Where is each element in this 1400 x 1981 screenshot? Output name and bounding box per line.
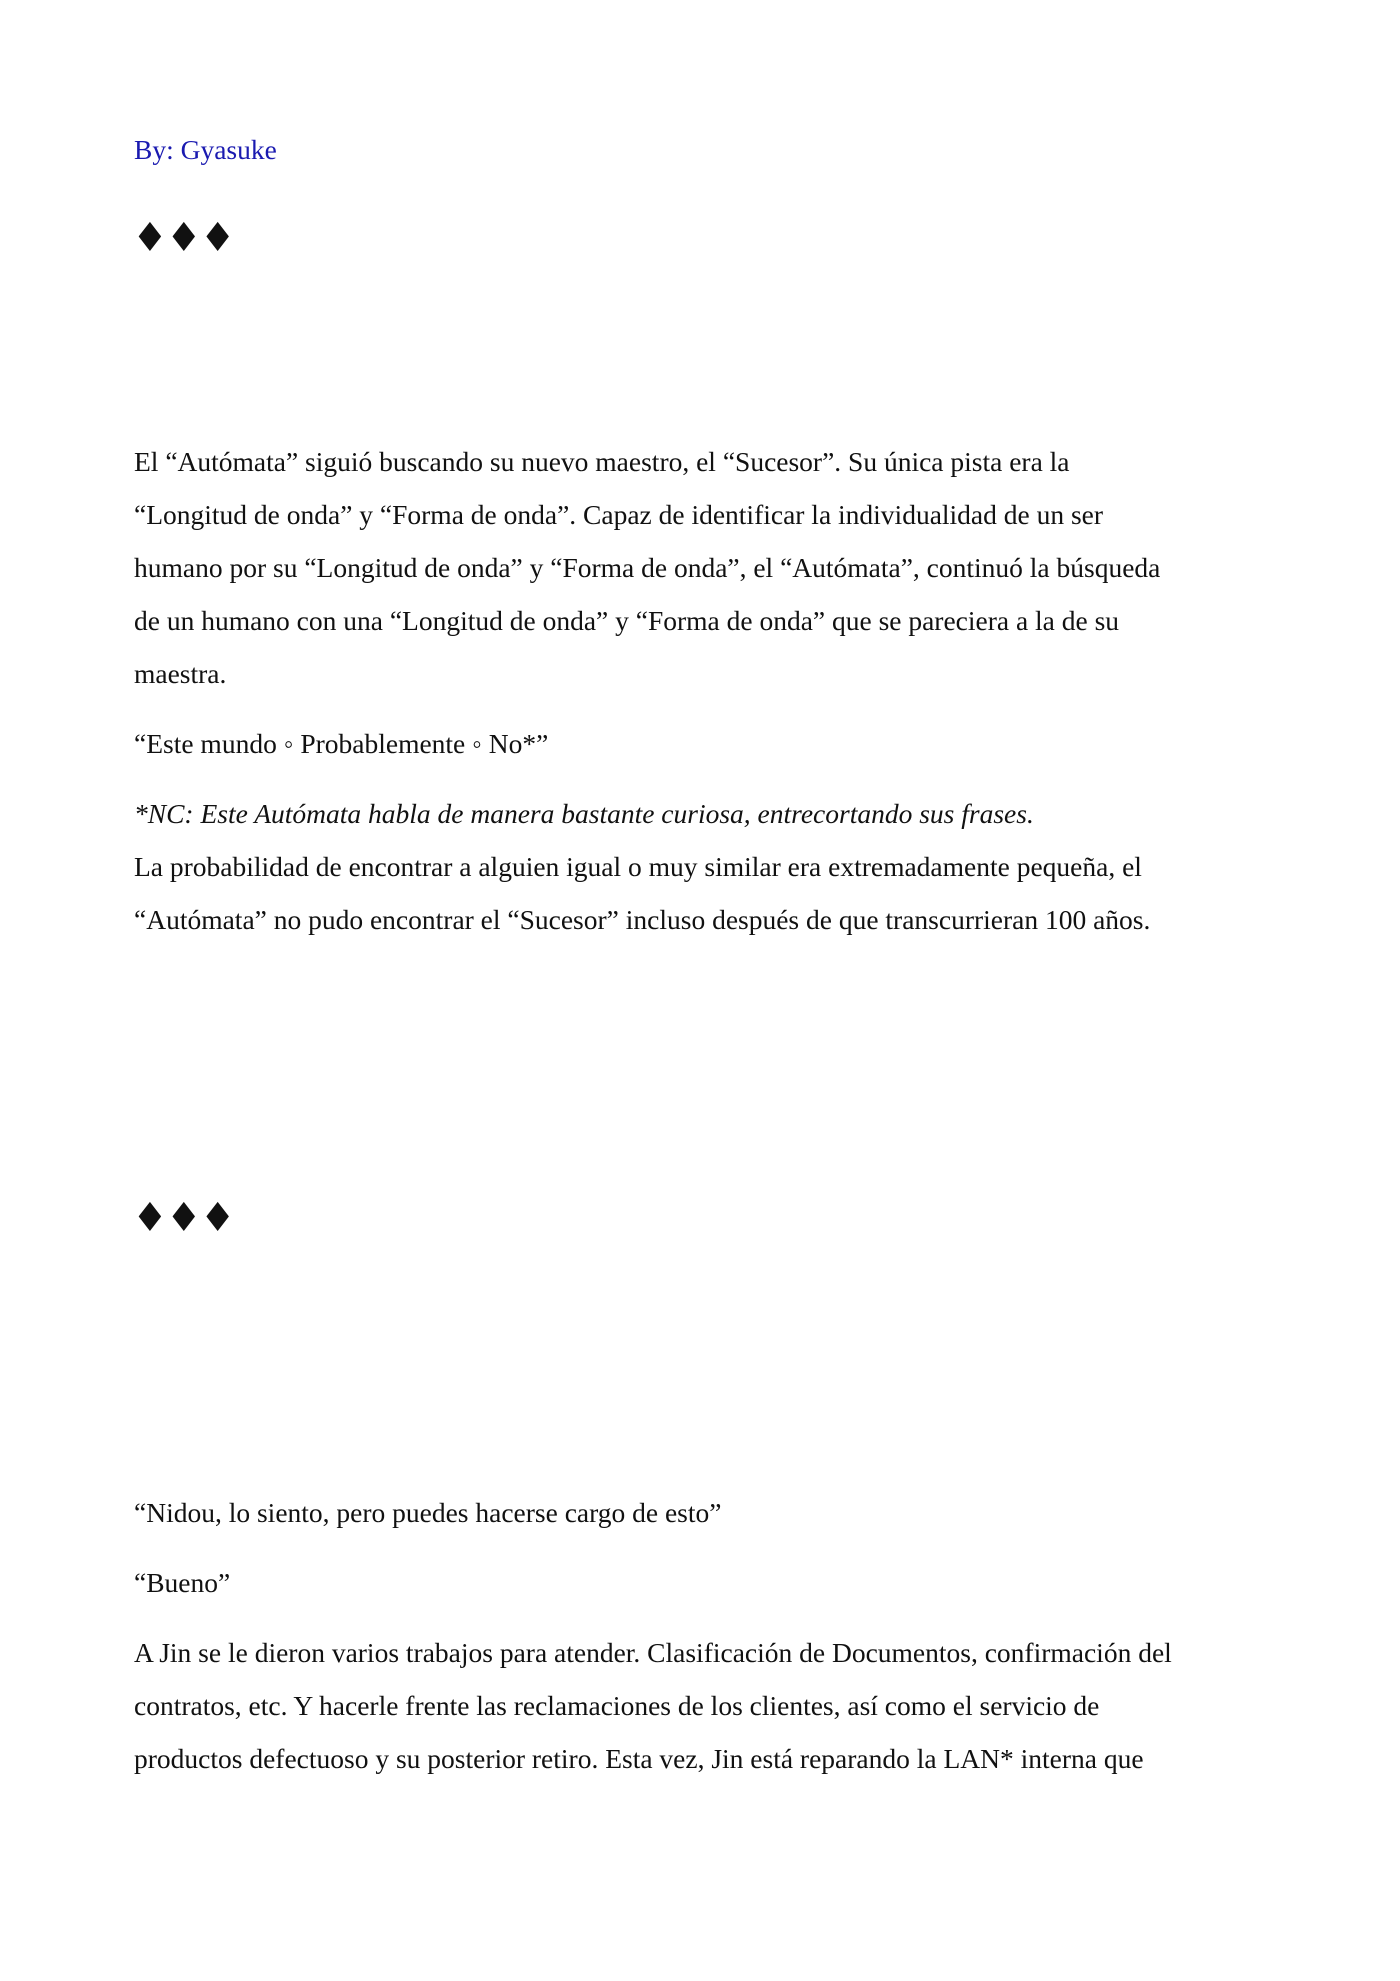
translator-note: *NC: Este Autómata habla de manera bastante curiosa, entrecortando sus frases. xyxy=(134,798,1034,829)
paragraph-line: productos defectuoso y su posterior retiro. Esta vez, Jin está reparando la LAN* interna que xyxy=(134,1743,1144,1774)
paragraph-line: de un humano con una “Longitud de onda” y “Forma de onda” que se pareciera a la de su xyxy=(134,605,1120,636)
quote-line: “Este mundo ◦ Probablemente ◦ No*” xyxy=(134,728,549,759)
author-credit: By: Gyasuke xyxy=(134,134,277,165)
paragraph-line: “Autómata” no pudo encontrar el “Sucesor” incluso después de que transcurrieran 100 años. xyxy=(134,904,1151,935)
paragraph-line: contratos, etc. Y hacerle frente las reclamaciones de los clientes, así como el servicio de xyxy=(134,1690,1100,1721)
paragraph-line: “Longitud de onda” y “Forma de onda”. Capaz de identificar la individualidad de un ser xyxy=(134,499,1104,530)
paragraph-line: A Jin se le dieron varios trabajos para atender. Clasificación de Documentos, confirmación del xyxy=(134,1637,1172,1668)
dialogue-line: “Nidou, lo siento, pero puedes hacerse cargo de esto” xyxy=(134,1497,722,1528)
dialogue-line: “Bueno” xyxy=(134,1567,231,1598)
paragraph-line: La probabilidad de encontrar a alguien igual o muy similar era extremadamente pequeña, el xyxy=(134,851,1142,882)
paragraph-line: El “Autómata” siguió buscando su nuevo maestro, el “Sucesor”. Su única pista era la xyxy=(134,446,1070,477)
scene-separator-top: ♦♦♦ xyxy=(132,215,234,261)
paragraph-line: humano por su “Longitud de onda” y “Forma de onda”, el “Autómata”, continuó la búsqueda xyxy=(134,552,1161,583)
scene-separator-bottom: ♦♦♦ xyxy=(132,1195,234,1241)
paragraph-line: maestra. xyxy=(134,658,227,689)
